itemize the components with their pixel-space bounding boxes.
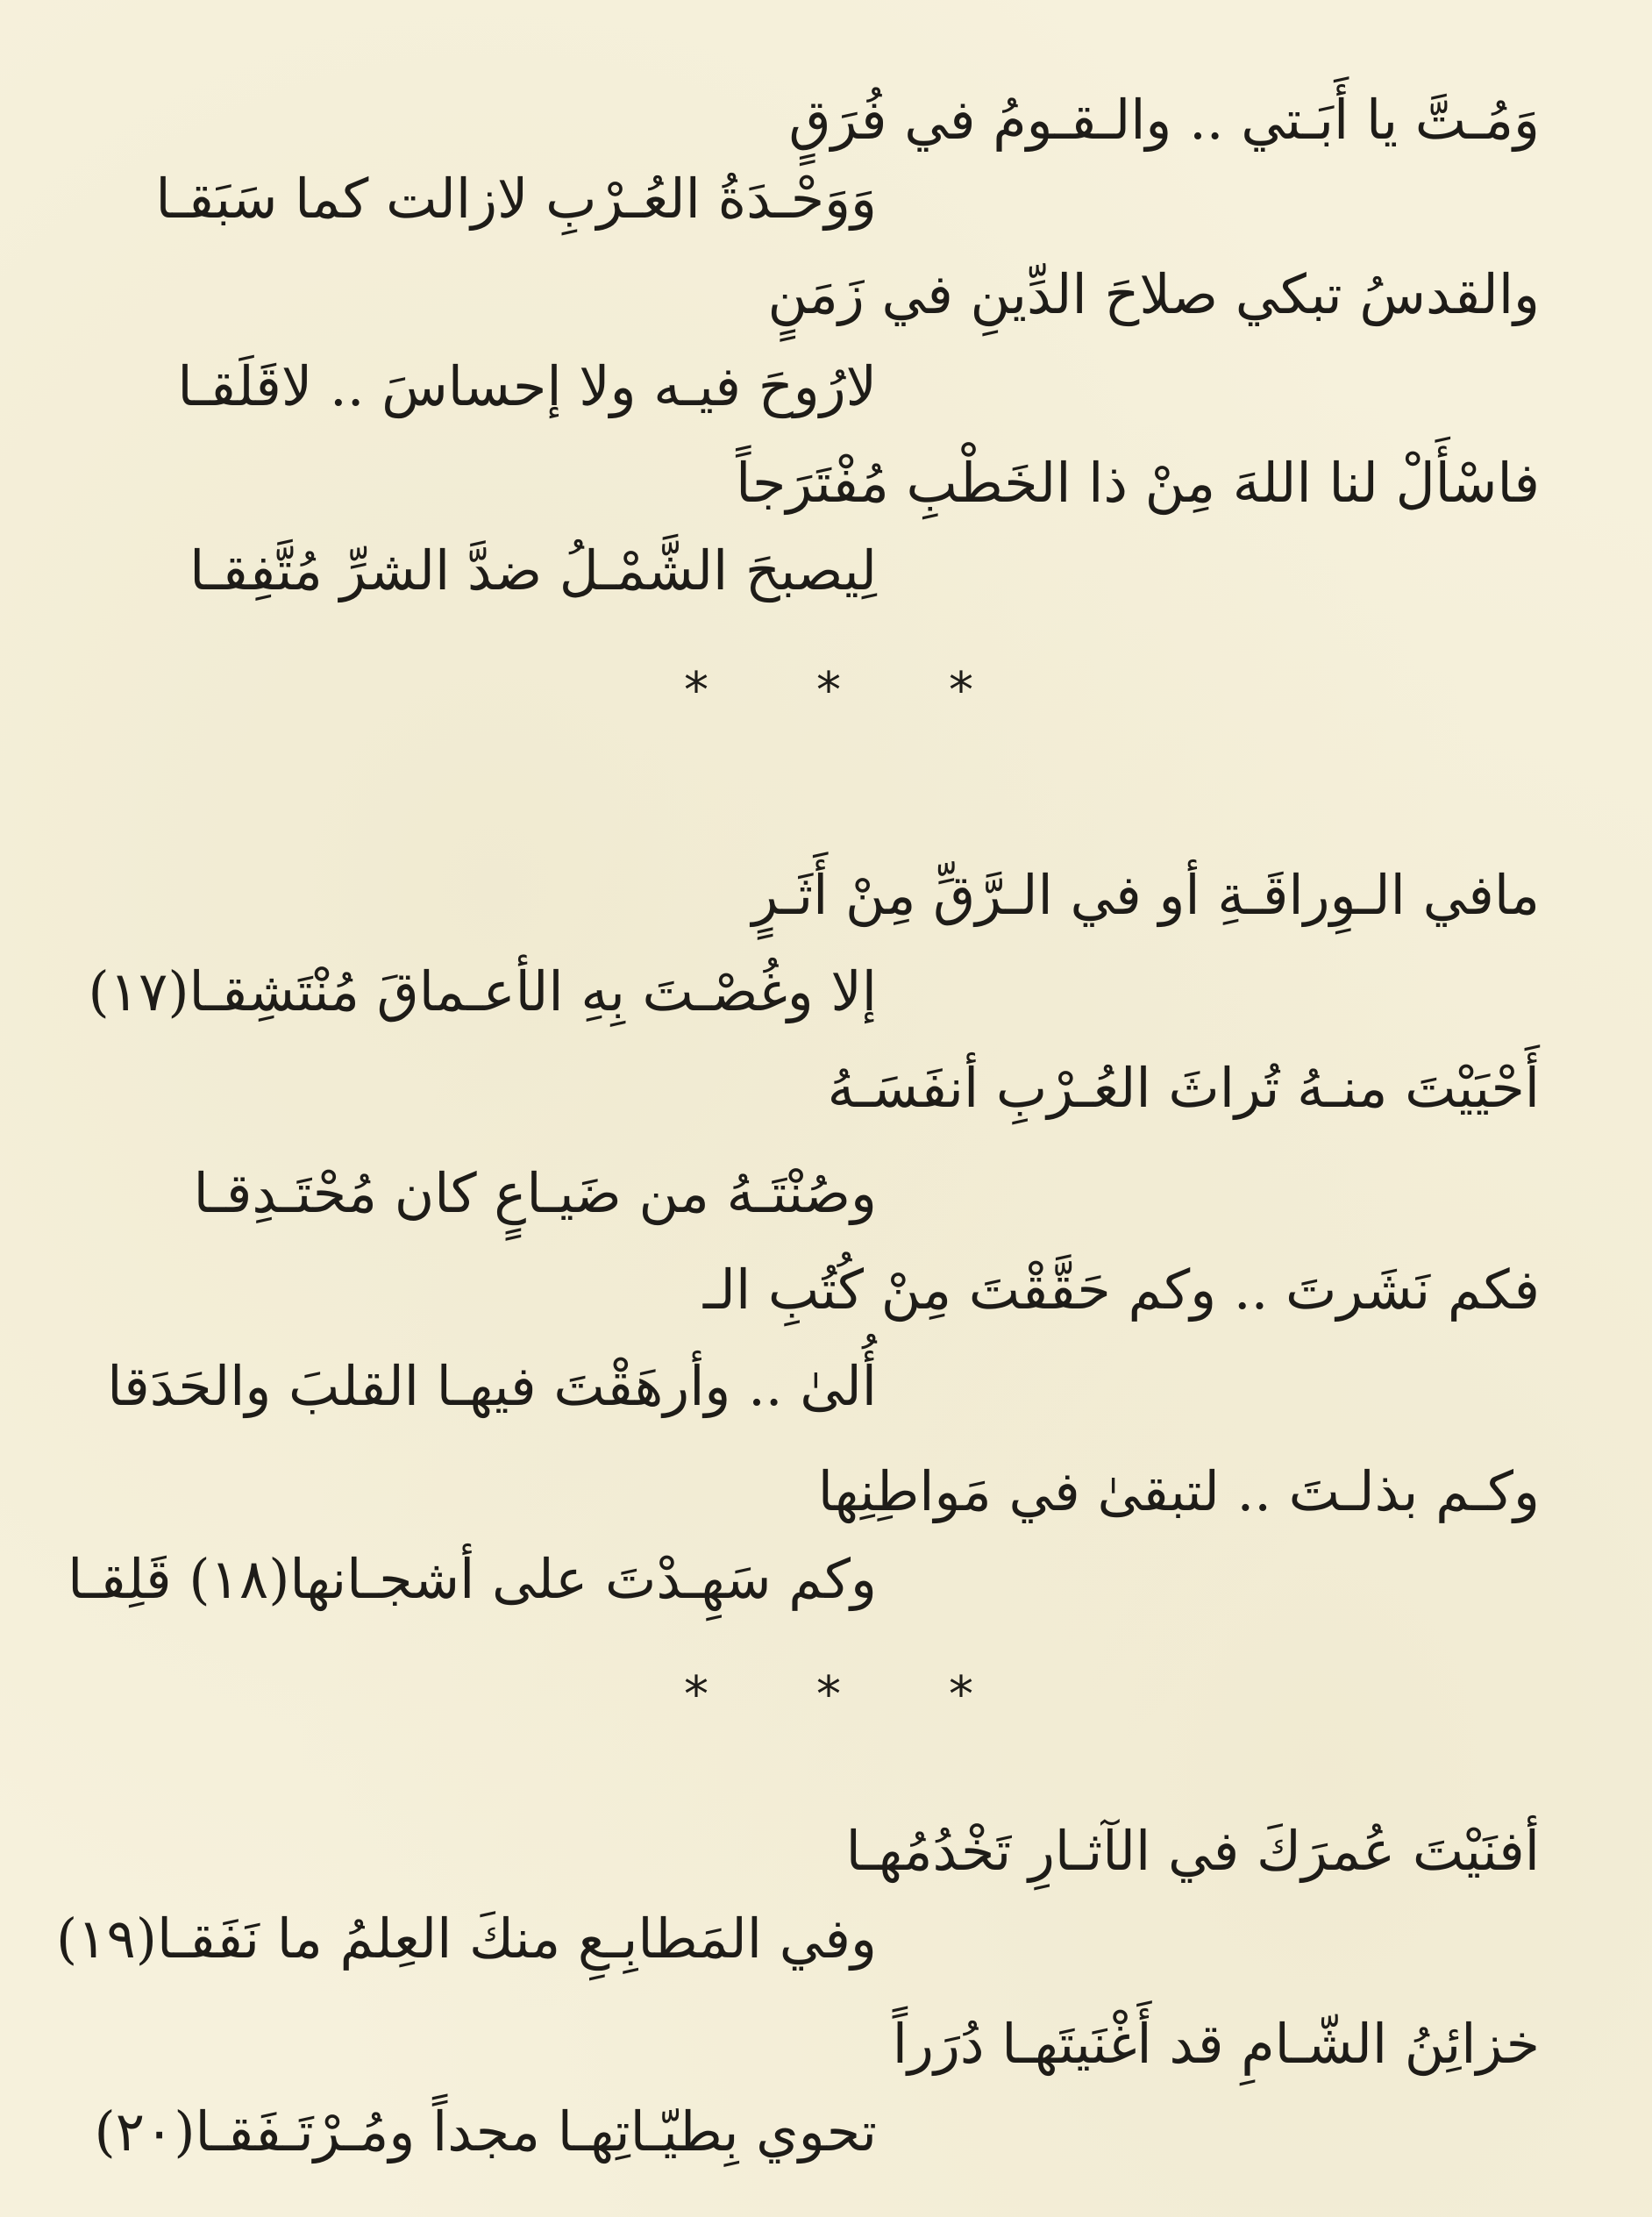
verse-line: وَوَحْـدَةُ العُـرْبِ لازالت كما سَبَقـا [155,167,877,231]
verse-line: أَحْيَيْتَ منـهُ تُراثَ العُـرْبِ أنفَسَـهُ [827,1056,1540,1120]
verse-line: وصُنْتَـهُ من ضَيـاعٍ كان مُحْتَـدِقـا [193,1161,877,1225]
verse-line: أُلىٰ .. وأرهَقْتَ فيهـا القلبَ والحَدَقا [107,1354,877,1418]
verse-line: وفي المَطابِـعِ منكَ العِلمُ ما نَفَقـا(١٩) [55,1907,877,1971]
verse-line: وكـم بذلـتَ .. لتبقىٰ في مَواطِنِها [817,1459,1540,1523]
verse-line: لِيصبحَ الشَّمْـلُ ضدَّ الشرِّ مُتَّفِقـا [189,538,877,602]
verse-line: والقدسُ تبكي صلاحَ الدِّينِ في زَمَنٍ [767,262,1540,326]
verse-line: لارُوحَ فيـه ولا إحساسَ .. لاقَلَقـا [177,354,877,418]
separator-star: * [816,662,841,719]
verse-line: تحوي بِطيّـاتِهـا مجداً ومُـرْتَـفَقـا(٢٠) [94,2099,877,2164]
separator-star: * [684,1666,709,1723]
verse-line: خزائِنُ الشّـامِ قد أَغْنَيتَهـا دُرَراً [892,2012,1540,2076]
section-separator [684,662,973,719]
separator-star: * [816,1666,841,1723]
separator-star: * [949,662,973,719]
verse-line: فاسْأَلْ لنا اللهَ مِنْ ذا الخَطْبِ مُفْتَرَجاً [736,451,1540,515]
separator-star: * [949,1666,973,1723]
separator-star: * [684,662,709,719]
verse-line: وَمُـتَّ يا أَبَـتي .. والـقـومُ في فُرَقٍ [788,88,1540,152]
verse-line: وكم سَهِـدْتَ على أشجـانها(١٨) قَلِقـا [68,1547,877,1611]
verse-line: مافي الـوِراقَـةِ أو في الـرَّقِّ مِنْ أَثَـرٍ [751,863,1540,927]
section-separator [684,1666,973,1723]
verse-line: أفنَيْتَ عُمرَكَ في الآثـارِ تَخْدُمُهـا [845,1819,1540,1883]
verse-line: فكم نَشَرتَ .. وكم حَقَّقْتَ مِنْ كُتُبِ الـ [702,1258,1540,1322]
verse-line: إلا وغُصْـتَ بِهِ الأعـماقَ مُنْتَشِقـا(١٧) [88,959,877,1023]
